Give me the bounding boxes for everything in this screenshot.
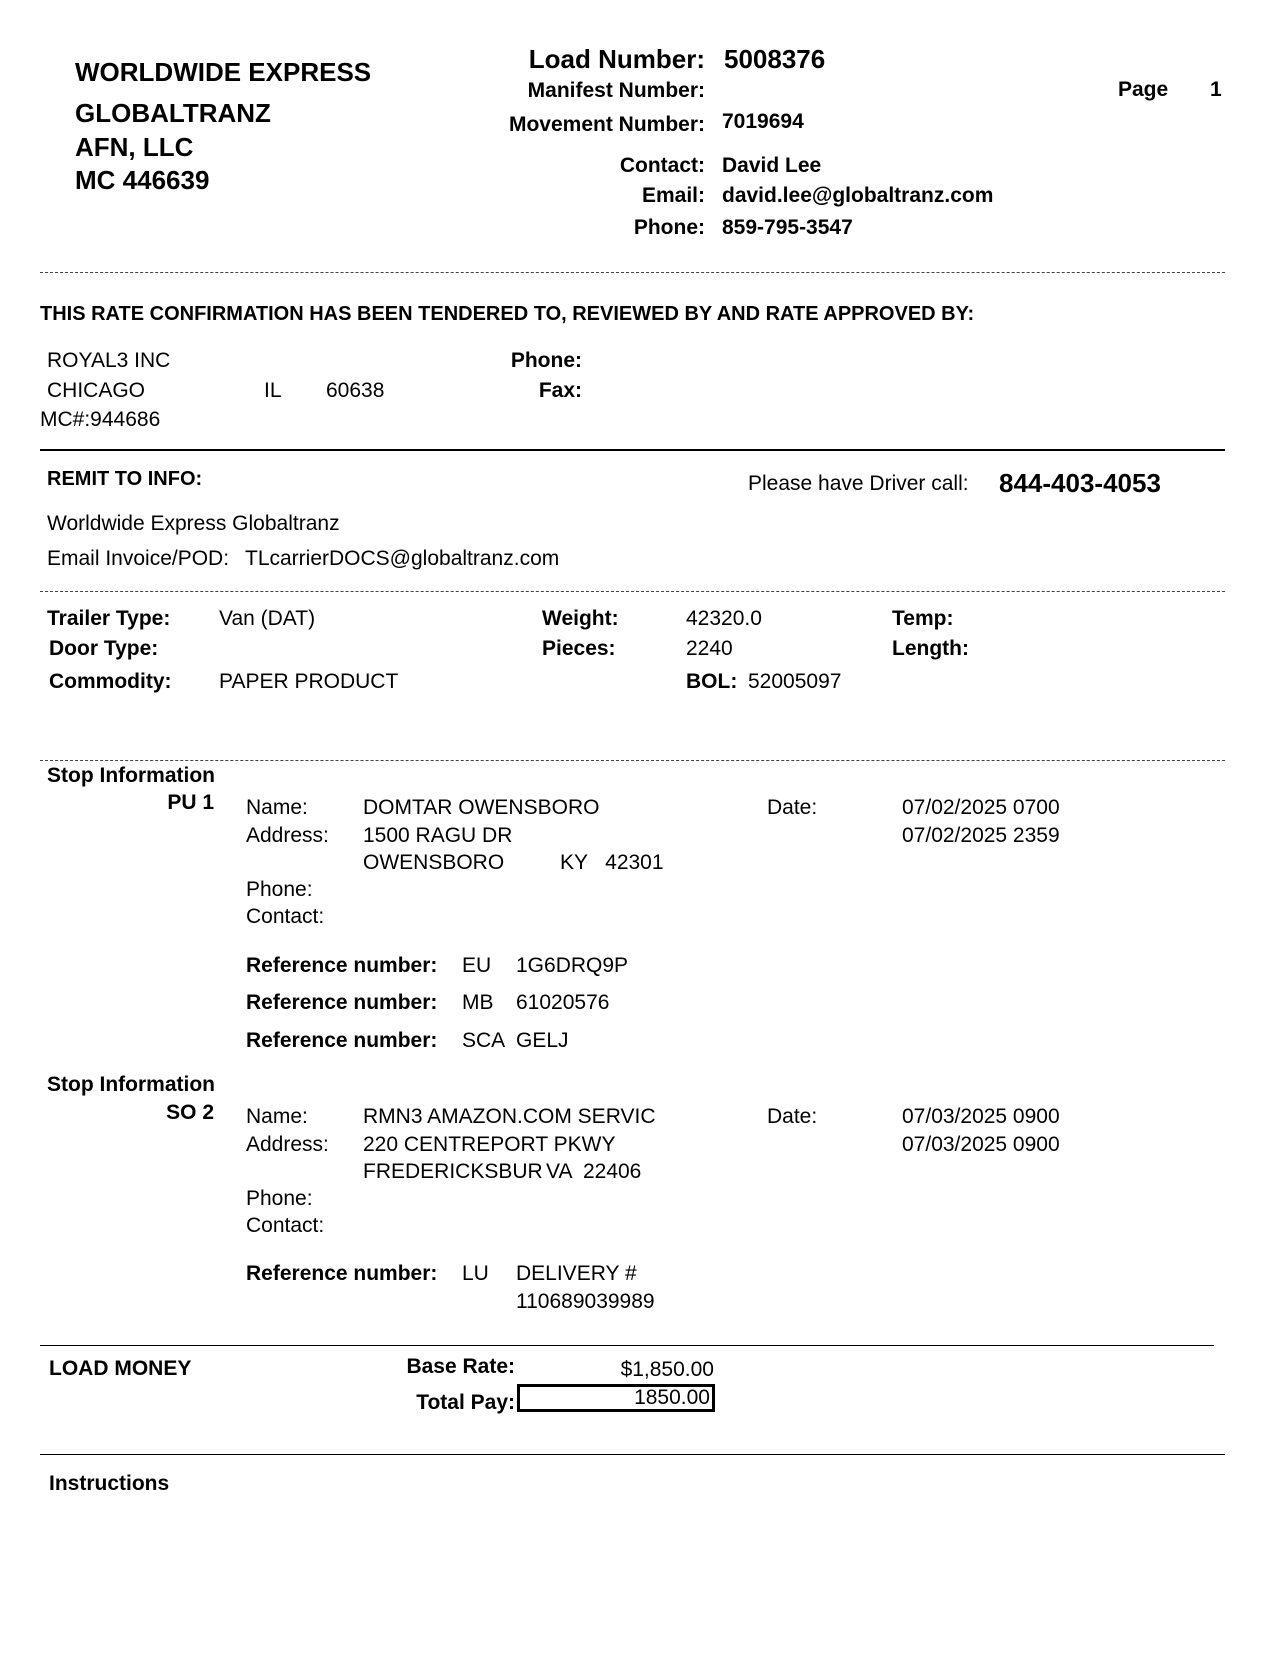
divider bbox=[40, 272, 1225, 273]
stop-name-label: Name: bbox=[246, 1105, 308, 1128]
door-type-label: Door Type: bbox=[49, 637, 159, 660]
reference-label: Reference number: bbox=[246, 1262, 438, 1285]
weight-value: 42320.0 bbox=[686, 607, 762, 630]
company-name-line1: WORLDWIDE EXPRESS bbox=[75, 57, 372, 87]
stop-date-label: Date: bbox=[767, 796, 818, 819]
stop-address-line1: 1500 RAGU DR bbox=[363, 824, 513, 847]
stop-heading: Stop Information bbox=[47, 1073, 215, 1096]
phone-label: Phone: bbox=[633, 216, 705, 239]
movement-number-value: 7019694 bbox=[722, 110, 804, 133]
divider bbox=[40, 449, 1225, 451]
stop-contact-label: Contact: bbox=[246, 1214, 325, 1237]
stop-heading: Stop Information bbox=[47, 764, 215, 787]
total-pay-value: 1850.00 bbox=[634, 1386, 710, 1409]
carrier-name: ROYAL3 INC bbox=[47, 349, 171, 372]
movement-number-label: Movement Number: bbox=[508, 113, 705, 136]
phone-value: 859-795-3547 bbox=[722, 216, 853, 239]
reference-value: 61020576 bbox=[516, 991, 610, 1014]
load-money-heading: LOAD MONEY bbox=[49, 1357, 192, 1380]
reference-label: Reference number: bbox=[246, 991, 438, 1014]
weight-label: Weight: bbox=[542, 607, 619, 630]
remit-email-label: Email Invoice/POD: bbox=[47, 547, 230, 570]
stop-code: SO 2 bbox=[166, 1101, 214, 1124]
commodity-value: PAPER PRODUCT bbox=[219, 670, 399, 693]
contact-label: Contact: bbox=[619, 154, 705, 177]
stop-name-label: Name: bbox=[246, 796, 308, 819]
reference-value-line2: 110689039989 bbox=[516, 1290, 655, 1313]
stop-state-zip: VA 22406 bbox=[546, 1160, 642, 1183]
pieces-value: 2240 bbox=[686, 637, 733, 660]
trailer-type-value: Van (DAT) bbox=[219, 607, 316, 630]
remit-heading: REMIT TO INFO: bbox=[47, 468, 203, 490]
instructions-heading: Instructions bbox=[49, 1472, 170, 1495]
load-number-label: Load Number: bbox=[528, 44, 705, 74]
reference-value: DELIVERY # bbox=[516, 1262, 637, 1285]
commodity-label: Commodity: bbox=[49, 670, 172, 693]
remit-email-value: TLcarrierDOCS@globaltranz.com bbox=[245, 547, 560, 570]
stop-state-zip: KY 42301 bbox=[560, 851, 664, 874]
email-label: Email: bbox=[641, 184, 705, 207]
divider bbox=[40, 760, 1225, 761]
base-rate-value: $1,850.00 bbox=[620, 1358, 714, 1381]
stop-phone-label: Phone: bbox=[246, 878, 313, 901]
divider bbox=[40, 1454, 1225, 1455]
manifest-number-label: Manifest Number: bbox=[527, 79, 705, 102]
stop-date-label: Date: bbox=[767, 1105, 818, 1128]
divider bbox=[40, 591, 1225, 592]
stop-date-start: 07/02/2025 0700 bbox=[902, 796, 1060, 819]
stop-address-line1: 220 CENTREPORT PKWY bbox=[363, 1133, 616, 1156]
stop-city: FREDERICKSBUR bbox=[363, 1160, 543, 1183]
total-pay-box bbox=[517, 1384, 715, 1412]
stop-phone-label: Phone: bbox=[246, 1187, 313, 1210]
bol-value: 52005097 bbox=[748, 670, 842, 693]
company-mc-number: MC 446639 bbox=[75, 165, 210, 195]
reference-type: MB bbox=[462, 991, 494, 1014]
stop-date-end: 07/03/2025 0900 bbox=[902, 1133, 1060, 1156]
bol-label: BOL: bbox=[686, 670, 738, 693]
divider bbox=[40, 1345, 1214, 1346]
stop-code: PU 1 bbox=[167, 791, 214, 814]
stop-address-label: Address: bbox=[246, 1133, 329, 1156]
reference-label: Reference number: bbox=[246, 1029, 438, 1052]
carrier-state: IL bbox=[264, 379, 282, 402]
stop-address-label: Address: bbox=[246, 824, 329, 847]
reference-value: 1G6DRQ9P bbox=[516, 954, 629, 977]
stop-city: OWENSBORO bbox=[363, 851, 505, 874]
carrier-phone-label: Phone: bbox=[510, 349, 582, 372]
stop-date-end: 07/02/2025 2359 bbox=[902, 824, 1060, 847]
tender-heading: THIS RATE CONFIRMATION HAS BEEN TENDERED TO, REVIEWED BY AND RATE APPROVED BY: bbox=[40, 303, 975, 325]
driver-call-phone: 844-403-4053 bbox=[999, 468, 1161, 498]
trailer-type-label: Trailer Type: bbox=[47, 607, 171, 630]
remit-company: Worldwide Express Globaltranz bbox=[47, 512, 340, 535]
length-label: Length: bbox=[892, 637, 969, 660]
reference-type: SCA bbox=[462, 1029, 506, 1052]
page-label: Page bbox=[1118, 78, 1169, 101]
company-name-line2: GLOBALTRANZ bbox=[75, 98, 271, 128]
stop-contact-label: Contact: bbox=[246, 905, 325, 928]
carrier-mc-number: MC#:944686 bbox=[40, 408, 161, 431]
load-number-value: 5008376 bbox=[724, 44, 826, 74]
reference-type: LU bbox=[462, 1262, 489, 1285]
driver-call-label: Please have Driver call: bbox=[748, 472, 969, 495]
total-pay-label: Total Pay: bbox=[416, 1391, 515, 1414]
contact-value: David Lee bbox=[722, 154, 822, 177]
stop-date-start: 07/03/2025 0900 bbox=[902, 1105, 1060, 1128]
pieces-label: Pieces: bbox=[542, 637, 616, 660]
base-rate-label: Base Rate: bbox=[406, 1355, 515, 1378]
company-name-line3: AFN, LLC bbox=[75, 132, 194, 162]
carrier-zip: 60638 bbox=[326, 379, 385, 402]
stop-name: RMN3 AMAZON.COM SERVIC bbox=[363, 1105, 656, 1128]
carrier-city: CHICAGO bbox=[47, 379, 146, 402]
email-value: david.lee@globaltranz.com bbox=[722, 184, 994, 207]
stop-name: DOMTAR OWENSBORO bbox=[363, 796, 600, 819]
reference-label: Reference number: bbox=[246, 954, 438, 977]
temp-label: Temp: bbox=[892, 607, 954, 630]
reference-value: GELJ bbox=[516, 1029, 569, 1052]
carrier-fax-label: Fax: bbox=[538, 379, 582, 402]
page-number: 1 bbox=[1210, 78, 1222, 101]
reference-type: EU bbox=[462, 954, 492, 977]
